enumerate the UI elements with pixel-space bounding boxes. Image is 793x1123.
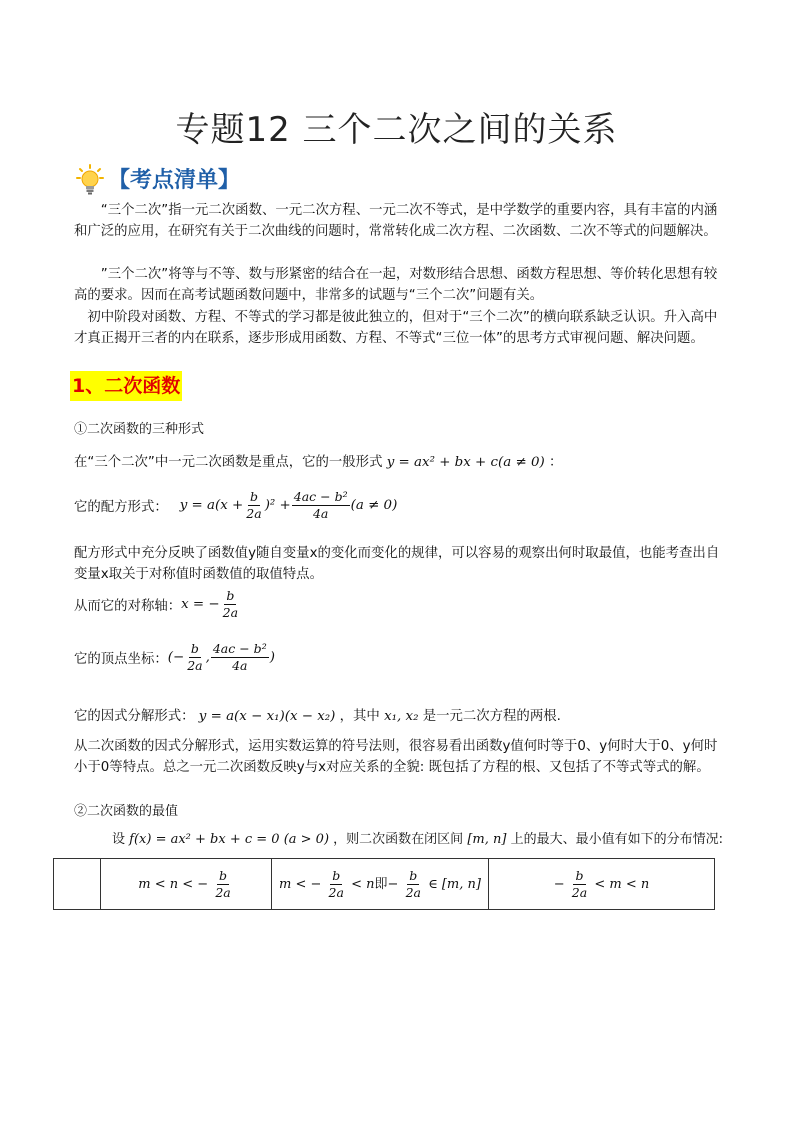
fraction-b-over-2a: $\frac{b}{2a}$ [328,867,344,900]
fraction-b-over-2a: $\frac{b}{2a}$ [571,867,588,900]
minmax-formula: f(x) = ax² + bx + c = 0 (a > 0) [129,832,330,847]
vertex-coordinate-close: ) [269,650,275,665]
vertex-form-label: 它的配方形式： [74,500,168,515]
section-heading: 【考点清单】 [108,168,241,193]
factor-form-label: 它的因式分解形式： [74,709,195,724]
table-cell-empty [54,859,101,910]
case2-in: ∈ [m, n] [428,876,481,892]
table-row [54,859,715,910]
case2-neg: − [387,876,399,892]
case2-lhs: m < − [279,876,322,892]
minmax-suffix-2: 上的最大、最小值有如下的分布情况: [510,832,723,847]
fraction-b-over-2a: $\frac{b}{2a}$ [222,588,239,620]
subheading-three-forms: ①二次函数的三种形式 [74,422,205,437]
table-cell-case-2 [272,859,489,910]
intro-paragraph-1: “三个二次”指一元二次函数、一元二次方程、一元二次不等式，是中学数学的重要内容，具有丰富的内涵和广泛的应用，在研究有关于二次曲线的问题时，常常转化成二次方程、二次函数、二次不等式的问题解决。 [74,203,718,239]
fraction-4ac-b2-over-4a: $\frac{\text{4ac − b²}}{4a}$ [212,641,267,673]
intro-paragraph-3: 初中阶段对函数、方程、不等式的学习都是彼此独立的，但对于“三个二次”的横向联系缺乏认识。升入高中才真正揭开三者的内在联系，逐步形成用函数、方程、不等式“三位一体”的思考方式审视问题、解决问题。 [74,310,718,346]
case3-neg: − [553,876,565,892]
factor-form-roots: x₁, x₂ [384,709,419,724]
general-form-prefix: 在“三个二次”中一元二次函数是重点，它的一般形式 [74,455,383,470]
vertex-form-lhs: y = a(x + [179,498,244,513]
factor-form-suffix-1: ，其中 [339,709,380,724]
table-cell-case-3 [489,859,715,910]
topic-heading: 1、二次函数 [70,371,182,401]
vertex-explanation: 配方形式中充分反映了函数值y随自变量x的变化而变化的规律，可以容易的观察出何时取最值，也能考查出自变量x取关于对称值时函数值的取值特点。 [74,546,720,582]
case2-mid: < n [351,876,375,892]
fraction-b-over-2a: $\frac{b}{2a}$ [405,867,421,900]
minmax-line [112,828,723,847]
factor-form-line [74,705,561,724]
factor-form-suffix-2: 是一元二次方程的两根. [422,709,561,724]
vertex-coordinate-open: (− [167,650,185,665]
fraction-b-over-2a: $\frac{b}{2a}$ [187,641,203,673]
minmax-interval: [m, n] [467,832,507,847]
vertex-coordinate-comma: , [205,650,210,665]
table-cell-case-1 [101,859,272,910]
general-form-line [74,451,562,470]
factor-explanation: 从二次函数的因式分解形式，运用实数运算的符号法则，很容易看出函数y值何时等于0、y何时大于0、y何时小于0等特点。总之一元二次函数反映y与x对应关系的全貌: 既包括了方程的根、又包括了不等式等式的解。 [74,739,718,775]
distribution-table [53,858,715,910]
vertex-coordinate-line [74,641,275,674]
minmax-prefix: 设 [112,832,126,847]
case3-rhs: < m < n [594,876,650,892]
fraction-b-over-2a: $\frac{b}{2a}$ [246,489,262,521]
vertex-form-tail: (a ≠ 0) [350,498,398,513]
lightbulb-icon [76,164,104,196]
case2-ji: 即 [374,876,388,892]
axis-label: 从而它的对称轴： [74,599,182,614]
general-form-formula: y = ax² + bx + c(a ≠ 0) [386,455,545,470]
vertex-form-line [74,489,397,522]
fraction-b-over-2a: $\frac{b}{2a}$ [215,867,231,900]
minmax-suffix-1: ，则二次函数在闭区间 [333,832,464,847]
axis-line [74,588,241,621]
fraction-4ac-b2-over-4a: $\frac{\text{4ac − b²}}{4a}$ [293,489,348,521]
vertex-coordinate-label: 它的顶点坐标： [74,652,168,667]
intro-paragraph-2: ”三个二次”将等与不等、数与形紧密的结合在一起，对数形结合思想、函数方程思想、等价转化思想有较高的要求。因而在高考试题函数问题中，非常多的试题与“三个二次”问题有关。 [74,267,718,303]
page-title: 专题12 三个二次之间的关系 [175,110,618,150]
case1-lhs: m < n < − [138,876,209,892]
general-form-suffix: ： [548,455,563,470]
subheading-extremes: ②二次函数的最值 [74,804,179,819]
vertex-form-mid: )² + [264,498,291,513]
factor-form-formula: y = a(x − x₁)(x − x₂) [198,709,336,724]
axis-lhs: x = − [181,597,220,612]
